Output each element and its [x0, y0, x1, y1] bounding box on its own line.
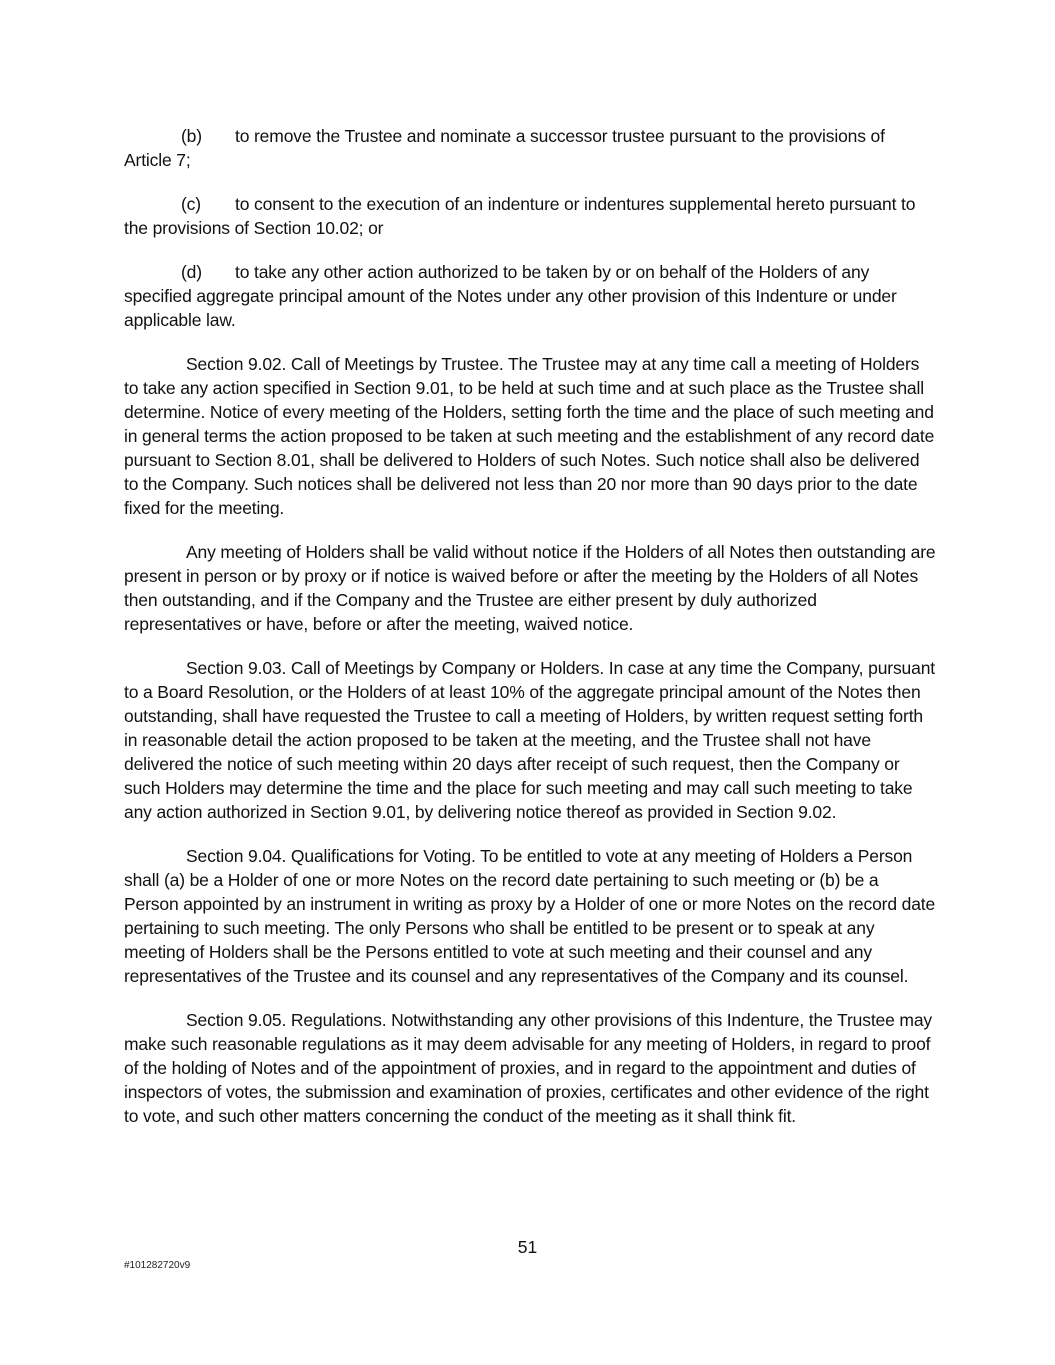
list-item-b — [124, 124, 936, 172]
item-label: (c) — [181, 194, 201, 214]
section-9-04-paragraph: Section 9.04. Qualifications for Voting. To be entitled to vote at any meeting of Holders a Person shall (a) be a Holder of one or more Notes on the record date pertaining to such meeting or (b) be a Person appointed by an instrument in writing as proxy by a Holder of one or more Notes on the record date pertaining to such meeting. The only Persons who shall be entitled to be present or to speak at any meeting of Holders shall be the Persons entitled to vote at such meeting and their counsel and any representatives of the Trustee and its counsel and any representatives of the Company and its counsel. — [124, 846, 936, 986]
section-9-02-paragraph: Section 9.02. Call of Meetings by Trustee. The Trustee may at any time call a meeting of Holders to take any action specified in Section 9.01, to be held at such time and at such place as the Trustee shall determine. Notice of every meeting of the Holders, setting forth the time and the place of such meeting and in general terms the action proposed to be taken at such meeting and the establishment of any record date pursuant to Section 8.01, shall be delivered to Holders of such Notes. Such notice shall also be delivered to the Company. Such notices shall be delivered not less than 20 nor more than 90 days prior to the date fixed for the meeting. — [124, 354, 935, 518]
page-number: 51 — [517, 1237, 538, 1257]
item-text: to remove the Trustee and nominate a successor trustee pursuant to the provisions of Article 7; — [124, 126, 885, 170]
list-item-c — [124, 192, 936, 240]
item-label: (b) — [181, 126, 202, 146]
document-id: #101282720v9 — [124, 1260, 191, 1271]
section-9-05-paragraph: Section 9.05. Regulations. Notwithstanding any other provisions of this Indenture, the Trustee may make such reasonable regulations as it may deem advisable for any meeting of Holders, in regard to proof of the holding of Notes and of the appointment of proxies, and in regard to the appointment and duties of inspectors of votes, the submission and examination of proxies, certificates and other evidence of the right to vote, and such other matters concerning the conduct of the meeting as it shall think fit. — [124, 1010, 933, 1126]
section-9-03-paragraph: Section 9.03. Call of Meetings by Company or Holders. In case at any time the Company, pursuant to a Board Resolution, or the Holders of at least 10% of the aggregate principal amount of the Notes then outstanding, shall have requested the Trustee to call a meeting of Holders, by written request setting forth in reasonable detail the action proposed to be taken at the meeting, and the Trustee shall not have delivered the notice of such meeting within 20 days after receipt of such request, then the Company or such Holders may determine the time and the place for such meeting and may call such meeting to take any action authorized in Section 9.01, by delivering notice thereof as provided in Section 9.02. — [124, 658, 936, 822]
list-item-d — [124, 260, 936, 332]
meeting-validity-paragraph: Any meeting of Holders shall be valid without notice if the Holders of all Notes then outstanding are present in person or by proxy or if notice is waived before or after the meeting by the Holders of all Notes then outstanding, and if the Company and the Trustee are either present by duly authorized representatives or have, before or after the meeting, waived notice. — [124, 542, 936, 634]
item-text: to take any other action authorized to be taken by or on behalf of the Holders of any specified aggregate principal amount of the Notes under any other provision of this Indenture or under applicable law. — [124, 262, 897, 330]
item-label: (d) — [181, 262, 202, 282]
item-text: to consent to the execution of an indenture or indentures supplemental hereto pursuant to the provisions of Section 10.02; or — [124, 194, 916, 238]
document-body — [124, 124, 936, 1148]
